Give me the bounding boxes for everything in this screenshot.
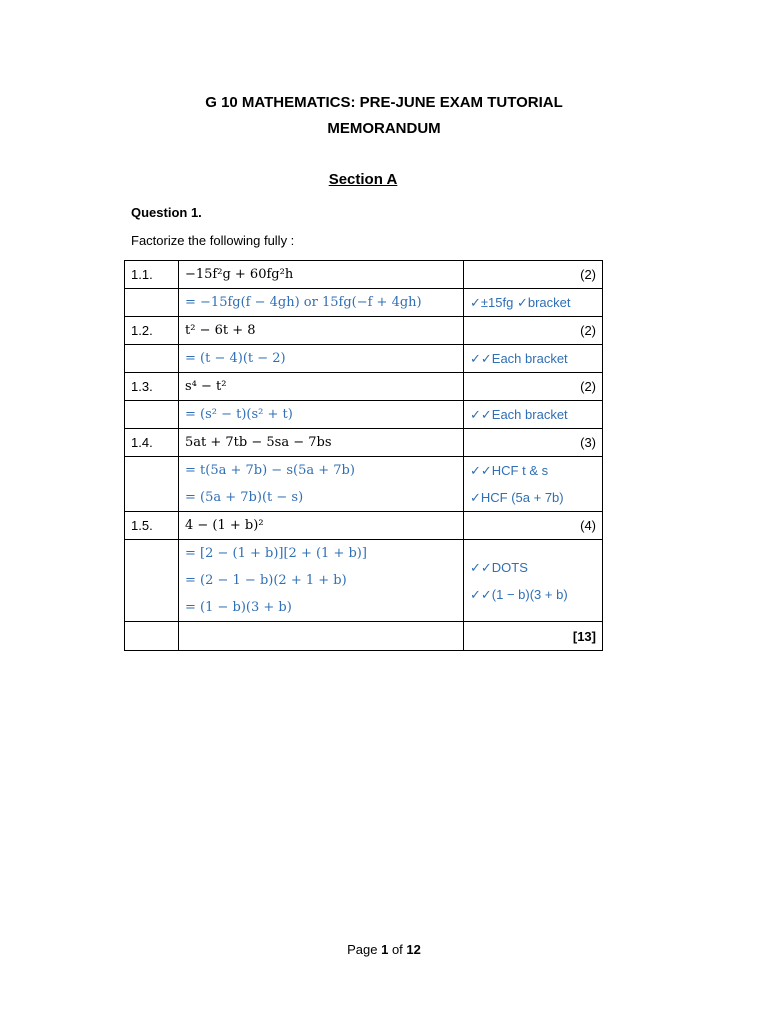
page-footer [0,942,768,957]
total-row [125,622,603,651]
empty-cell [179,622,464,651]
mark-note: ✓✓Each bracket [464,401,603,429]
total-pages-number: 12 [406,942,421,957]
question-row [125,261,603,289]
question-expression: 4 − (1 + b)² [179,512,464,540]
mark-note: ✓✓(1 − b)(3 + b) [470,586,568,602]
of-word: of [391,942,403,957]
memo-table [124,260,603,651]
answer-line: = [2 − (1 + b)][2 + (1 + b)] [185,546,367,561]
question-expression: s⁴ − t² [179,373,464,401]
answer-row [125,540,603,622]
question-row [125,317,603,345]
mark-note: ✓±15fg ✓bracket [464,289,603,317]
mark-note: ✓✓Each bracket [464,345,603,373]
question-row [125,429,603,457]
answer-line: = t(5a + 7b) − s(5a + 7b) [185,463,355,478]
empty-cell [125,622,179,651]
answer-line: = (1 − b)(3 + b) [185,600,292,615]
question-row [125,512,603,540]
page-word: Page [347,942,378,957]
mark-note: ✓HCF (5a + 7b) [470,490,564,505]
answer-row [125,401,603,429]
question-instruction: Factorize the following fully : [131,233,295,248]
question-number: 1.4. [125,429,179,457]
marks-allocation: (2) [464,373,603,401]
empty-cell [125,540,179,622]
question-expression: t² − 6t + 8 [179,317,464,345]
answer-row [125,345,603,373]
question-label: Question 1. [131,205,202,220]
mark-note: ✓✓HCF t & s [470,463,549,478]
marks-allocation: (2) [464,261,603,289]
mark-note: ✓✓DOTS [470,559,528,575]
document-title-line-1: G 10 MATHEMATICS: PRE-JUNE EXAM TUTORIAL [205,94,563,111]
question-number: 1.1. [125,261,179,289]
answer-line: = (2 − 1 − b)(2 + 1 + b) [185,573,347,588]
question-number: 1.2. [125,317,179,345]
question-row [125,373,603,401]
answer-line: = (5a + 7b)(t − s) [185,490,304,505]
current-page-number: 1 [381,942,389,957]
section-heading: Section A [328,171,398,188]
answer-line: = −15fg(f − 4gh) or 15fg(−f + 4gh) [179,289,464,317]
empty-cell [125,345,179,373]
question-number: 1.5. [125,512,179,540]
answer-line: = (t − 4)(t − 2) [179,345,464,373]
empty-cell [125,289,179,317]
document-title-line-2: MEMORANDUM [327,120,441,137]
marks-allocation: (4) [464,512,603,540]
answer-line: = (s² − t)(s² + t) [179,401,464,429]
answer-cell [179,540,464,622]
mark-notes-cell [464,540,603,622]
marks-allocation: (2) [464,317,603,345]
mark-notes-cell [464,457,603,512]
question-number: 1.3. [125,373,179,401]
answer-cell [179,457,464,512]
empty-cell [125,401,179,429]
question-expression: −15f²g + 60fg²h [179,261,464,289]
empty-cell [125,457,179,512]
answer-row [125,289,603,317]
marks-allocation: (3) [464,429,603,457]
question-expression: 5at + 7tb − 5sa − 7bs [179,429,464,457]
total-marks: [13] [464,622,603,651]
answer-row [125,457,603,512]
